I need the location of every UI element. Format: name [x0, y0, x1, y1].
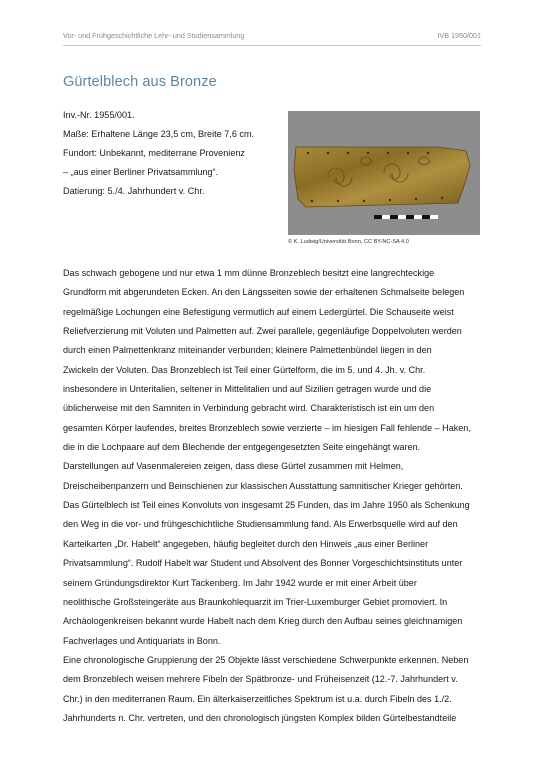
body-line: durch einen Palmettenkranz miteinander verbunden; kleinere Palmettenbündel liegen in den	[63, 345, 432, 356]
body-line: Eine chronologische Gruppierung der 25 Objekte lässt verschiedene Schwerpunkte erkennen. Neben	[63, 654, 469, 665]
body-line: seinem Gründungsdirektor Kurt Tackenberg. Im Jahr 1942 wurde er mit einer Arbeit über	[63, 577, 417, 588]
body-line: Zwickeln der Voluten. Das Bronzeblech ist Teil einer Gürtelform, die im 5. und 4. Jh. v. Chr.	[63, 364, 426, 375]
body-line: Privatsammlung“. Rudolf Habelt war Student und Absolvent des Bonner Vorgeschichtsinstituts unter	[63, 558, 463, 569]
meta-dimensions: Maße: Erhaltene Länge 23,5 cm, Breite 7,6 cm.	[63, 129, 255, 140]
body-line: neolithische Großsteingeräte aus Braunkohlequarzit im Trier-Luxemburger Gebiet promoviert. In	[63, 596, 448, 607]
body-line: Darstellungen auf Vasenmalereien zeigen, dass diese Gürtel zusammen mit Helmen,	[63, 461, 404, 472]
body-line: Reliefverzierung mit Voluten und Palmetten auf. Zwei parallele, gegenläufige Doppelvoluten werden	[63, 326, 462, 337]
body-line: Grundform mit abgerundeten Ecken. An den Längsseiten sowie der erhaltenen Schmalseite belegen	[63, 287, 465, 298]
page-header	[63, 31, 481, 46]
body-line: Dreischeibenpanzern und Beinschienen zur klassischen Ausstattung samnitischer Krieger gehörten.	[63, 480, 463, 491]
body-line: Fachverlages und Antiquariats in Bonn.	[63, 635, 221, 646]
object-metadata	[63, 106, 278, 201]
body-line: Jahrhunderts n. Chr. vertreten, und den chronologisch jüngsten Komplex bilden Gürtelbestandteile	[63, 712, 457, 723]
body-line: üblicherweise mit den Samniten in Verbindung gebracht wird. Charakteristisch ist ein um den	[63, 403, 435, 414]
scale-bar	[374, 215, 438, 219]
header-inventory-code: IVB 1950/001	[437, 31, 481, 40]
photo-credit: © K. Ludwig/Universität Bonn, CC BY-NC-SA 4.0	[288, 239, 409, 245]
meta-provenance: – „aus einer Berliner Privatsammlung“.	[63, 167, 219, 178]
header-collection-name: Vor- und Frühgeschichtliche Lehr- und Studiensammlung	[63, 31, 245, 40]
meta-findspot: Fundort: Unbekannt, mediterrane Provenienz	[63, 148, 245, 159]
body-line: Das Gürtelblech ist Teil eines Konvoluts von insgesamt 25 Funden, das im Jahre 1950 als Schenkung	[63, 500, 470, 511]
body-line: Karteikarten „Dr. Habelt“ angegeben, häufig begleitet durch den Hinweis „aus einer Berliner	[63, 538, 429, 549]
body-line: gesamten Körper laufendes, breites Bronzeblech sowie verzierte – im hiesigen Fall fehlende – Haken,	[63, 422, 471, 433]
body-line: den Weg in die vor- und frühgeschichtliche Studiensammlung fand. Als Erwerbsquelle wird auf den	[63, 519, 458, 530]
body-line: Das schwach gebogene und nur etwa 1 mm dünne Bronzeblech besitzt eine langrechteckige	[63, 268, 435, 278]
object-photo	[288, 111, 480, 235]
page-title: Gürtelblech aus Bronze	[63, 74, 217, 90]
meta-inventory-number: Inv.-Nr. 1955/001.	[63, 110, 135, 120]
meta-dating: Datierung: 5./4. Jahrhundert v. Chr.	[63, 186, 205, 197]
body-line: Archäologenkreisen bekannt wurde Habelt nach dem Krieg durch den Aufbau seines gleichnamigen	[63, 616, 463, 627]
bronze-belt-plate-image	[288, 111, 480, 235]
body-line: insbesondere in Unteritalien, seltener in Mittelitalien und auf Sizilien getragen wurde und die	[63, 384, 432, 395]
body-line: Chr.) in den mediterranen Raum. Ein älterkaiserzeitliches Spektrum ist u.a. durch Fibeln des 1./2.	[63, 693, 452, 704]
body-text	[63, 264, 483, 728]
body-line: die in die Lochpaare auf dem Blechende der entgegengesetzten Seite eingehängt waren.	[63, 442, 421, 453]
body-line: regelmäßige Lochungen eine Befestigung vermutlich auf einem Ledergürtel. Die Schauseite weist	[63, 306, 454, 317]
body-line: dem Bronzeblech weisen mehrere Fibeln der Spätbronze- und Früheisenzeit (12.-7. Jahrhundert v.	[63, 674, 458, 685]
